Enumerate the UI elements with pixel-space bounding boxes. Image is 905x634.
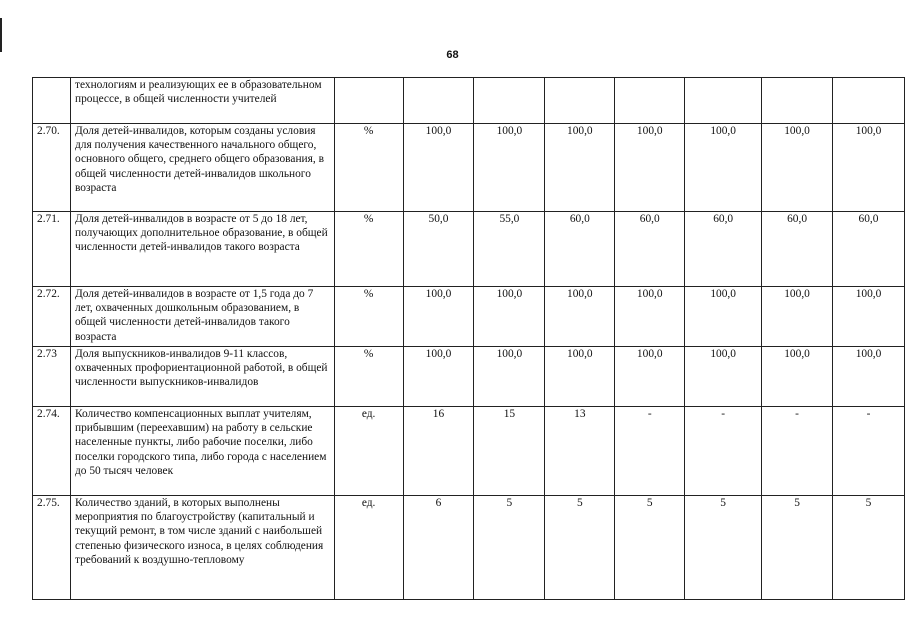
- unit-cell: [334, 78, 403, 124]
- value-cell: 100,0: [615, 287, 685, 347]
- indicator-cell: Доля детей-инвалидов в возрасте от 5 до 18 лет, получающих дополнительное образование, в общей численности детей-инвалидов такого возраста: [70, 212, 334, 287]
- value-cell: 100,0: [685, 124, 762, 212]
- value-cell: 5: [685, 496, 762, 600]
- unit-cell: %: [334, 347, 403, 407]
- indicator-cell: Доля детей-инвалидов в возрасте от 1,5 года до 7 лет, охваченных дошкольным образованием, в общей численности детей-инвалидов такого возраста: [70, 287, 334, 347]
- value-cell: 6: [403, 496, 474, 600]
- row-number-cell: 2.73: [33, 347, 71, 407]
- page-edge-mark: [0, 18, 2, 52]
- table-row: [33, 287, 905, 347]
- row-number-cell: [33, 78, 71, 124]
- indicators-table: [32, 77, 905, 600]
- row-number-cell: 2.71.: [33, 212, 71, 287]
- value-cell: 100,0: [545, 287, 615, 347]
- value-cell: 100,0: [474, 347, 545, 407]
- value-cell: -: [615, 407, 685, 496]
- value-cell: 60,0: [615, 212, 685, 287]
- row-number-cell: 2.75.: [33, 496, 71, 600]
- unit-cell: ед.: [334, 407, 403, 496]
- indicator-cell: технологиям и реализующих ее в образовательном процессе, в общей численности учителей: [70, 78, 334, 124]
- table-row: [33, 212, 905, 287]
- value-cell: [615, 78, 685, 124]
- value-cell: 5: [545, 496, 615, 600]
- unit-cell: %: [334, 124, 403, 212]
- table-row: [33, 78, 905, 124]
- value-cell: -: [833, 407, 905, 496]
- value-cell: 100,0: [403, 287, 474, 347]
- row-number-cell: 2.70.: [33, 124, 71, 212]
- value-cell: 16: [403, 407, 474, 496]
- value-cell: 100,0: [833, 287, 905, 347]
- indicator-cell: Количество компенсационных выплат учителям, прибывшим (переехавшим) на работу в сельские населенные пункты, либо рабочие поселки, либо поселки городского типа, либо города с населением до 50 тысяч человек: [70, 407, 334, 496]
- value-cell: 60,0: [685, 212, 762, 287]
- unit-cell: %: [334, 212, 403, 287]
- value-cell: 5: [615, 496, 685, 600]
- table-row: [33, 496, 905, 600]
- value-cell: [833, 78, 905, 124]
- value-cell: [685, 78, 762, 124]
- value-cell: -: [685, 407, 762, 496]
- unit-cell: %: [334, 287, 403, 347]
- value-cell: 100,0: [545, 124, 615, 212]
- value-cell: 55,0: [474, 212, 545, 287]
- value-cell: 100,0: [833, 347, 905, 407]
- page-number: 68: [446, 49, 459, 61]
- value-cell: [403, 78, 474, 124]
- row-number-cell: 2.72.: [33, 287, 71, 347]
- value-cell: 15: [474, 407, 545, 496]
- indicator-cell: Доля детей-инвалидов, которым созданы условия для получения качественного начального общего, основного общего, среднего общего образования, в общей численности детей-инвалидов школьного возраста: [70, 124, 334, 212]
- value-cell: 60,0: [833, 212, 905, 287]
- value-cell: 100,0: [615, 347, 685, 407]
- table-body: [33, 78, 905, 600]
- table-row: [33, 407, 905, 496]
- indicator-cell: Доля выпускников-инвалидов 9-11 классов, охваченных профориентационной работой, в общей численности выпускников-инвалидов: [70, 347, 334, 407]
- table-row: [33, 124, 905, 212]
- value-cell: 100,0: [762, 347, 833, 407]
- value-cell: 5: [762, 496, 833, 600]
- table-row: [33, 347, 905, 407]
- value-cell: 100,0: [685, 287, 762, 347]
- value-cell: 100,0: [833, 124, 905, 212]
- value-cell: 100,0: [615, 124, 685, 212]
- value-cell: 100,0: [762, 287, 833, 347]
- value-cell: -: [762, 407, 833, 496]
- value-cell: [545, 78, 615, 124]
- value-cell: 5: [474, 496, 545, 600]
- value-cell: 100,0: [762, 124, 833, 212]
- value-cell: 100,0: [474, 124, 545, 212]
- value-cell: 100,0: [403, 124, 474, 212]
- value-cell: 100,0: [474, 287, 545, 347]
- row-number-cell: 2.74.: [33, 407, 71, 496]
- value-cell: 100,0: [403, 347, 474, 407]
- value-cell: 60,0: [762, 212, 833, 287]
- value-cell: 50,0: [403, 212, 474, 287]
- value-cell: 13: [545, 407, 615, 496]
- value-cell: 100,0: [685, 347, 762, 407]
- value-cell: 5: [833, 496, 905, 600]
- value-cell: 100,0: [545, 347, 615, 407]
- value-cell: 60,0: [545, 212, 615, 287]
- unit-cell: ед.: [334, 496, 403, 600]
- value-cell: [762, 78, 833, 124]
- value-cell: [474, 78, 545, 124]
- indicator-cell: Количество зданий, в которых выполнены мероприятия по благоустройству (капитальный и текущий ремонт, в том числе зданий с наибольшей степенью физического износа, в целях соблюдения требований к воздушно-тепловому: [70, 496, 334, 600]
